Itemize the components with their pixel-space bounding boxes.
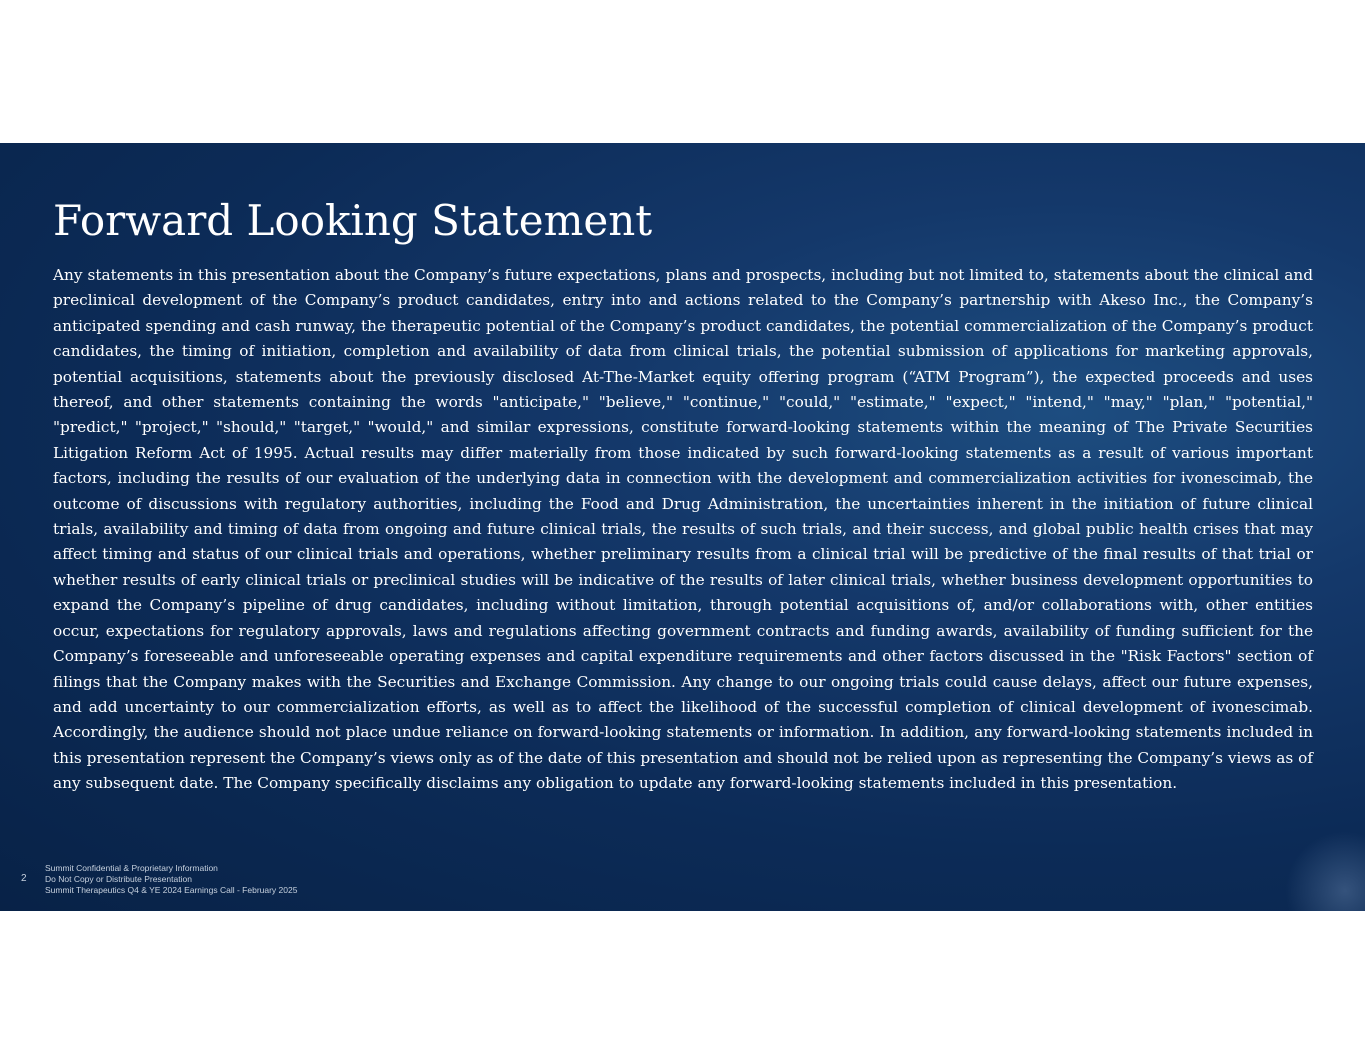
slide [0, 143, 1365, 911]
page-title: Forward Looking Statement [53, 196, 653, 245]
footer [45, 863, 297, 896]
corner-glow [1285, 831, 1365, 911]
footer-event-line: Summit Therapeutics Q4 & YE 2024 Earnings Call - February 2025 [45, 885, 298, 895]
footer-confidential-line: Summit Confidential & Proprietary Information [45, 863, 218, 873]
footer-distribution-line: Do Not Copy or Distribute Presentation [45, 874, 192, 884]
page-number: 2 [21, 873, 27, 884]
disclaimer-paragraph: Any statements in this presentation about the Company’s future expectations, plans and prospects, including but not limited to, statements about the clinical and preclinical development of the Company’s product candidates, entry into and actions related to the Company’s partnership with Akeso Inc., the Company’s anticipated spending and cash runway, the therapeutic potential of the Company’s product candidates, the potential commercialization of the Company’s product candidates, the timing of initiation, completion and availability of data from clinical trials, the potential submission of applications for marketing approvals, potential acquisitions, statements about the previously disclosed At-The-Market equity offering program (“ATM Program”), the expected proceeds and uses thereof, and other statements containing the words "anticipate," "believe," "continue," "could," "estimate," "expect," "intend," "may," "plan," "potential," "predict," "project," "should," "target," "would," and similar expressions, constitute forward-looking statements within the meaning of The Private Securities Litigation Reform Act of 1995. Actual results may differ materially from those indicated by such forward-looking statements as a result of various important factors, including the results of our evaluation of the underlying data in connection with the development and commercialization activities for ivonescimab, the outcome of discussions with regulatory authorities, including the Food and Drug Administration, the uncertainties inherent in the initiation of future clinical trials, availability and timing of data from ongoing and future clinical trials, the results of such trials, and their success, and global public health crises that may affect timing and status of our clinical trials and operations, whether preliminary results from a clinical trial will be predictive of the final results of that trial or whether results of early clinical trials or preclinical studies will be indicative of the results of later clinical trials, whether business development opportunities to expand the Company’s pipeline of drug candidates, including without limitation, through potential acquisitions of, and/or collaborations with, other entities occur, expectations for regulatory approvals, laws and regulations affecting government contracts and funding awards, availability of funding sufficient for the Company’s foreseeable and unforeseeable operating expenses and capital expenditure requirements and other factors discussed in the "Risk Factors" section of filings that the Company makes with the Securities and Exchange Commission. Any change to our ongoing trials could cause delays, affect our future expenses, and add uncertainty to our commercialization efforts, as well as to affect the likelihood of the successful completion of clinical development of ivonescimab. Accordingly, the audience should not place undue reliance on forward-looking statements or information. In addition, any forward-looking statements included in this presentation represent the Company’s views only as of the date of this presentation and should not be relied upon as representing the Company’s views as of any subsequent date. The Company specifically disclaims any obligation to update any forward-looking statements included in this presentation. [53, 266, 1313, 793]
